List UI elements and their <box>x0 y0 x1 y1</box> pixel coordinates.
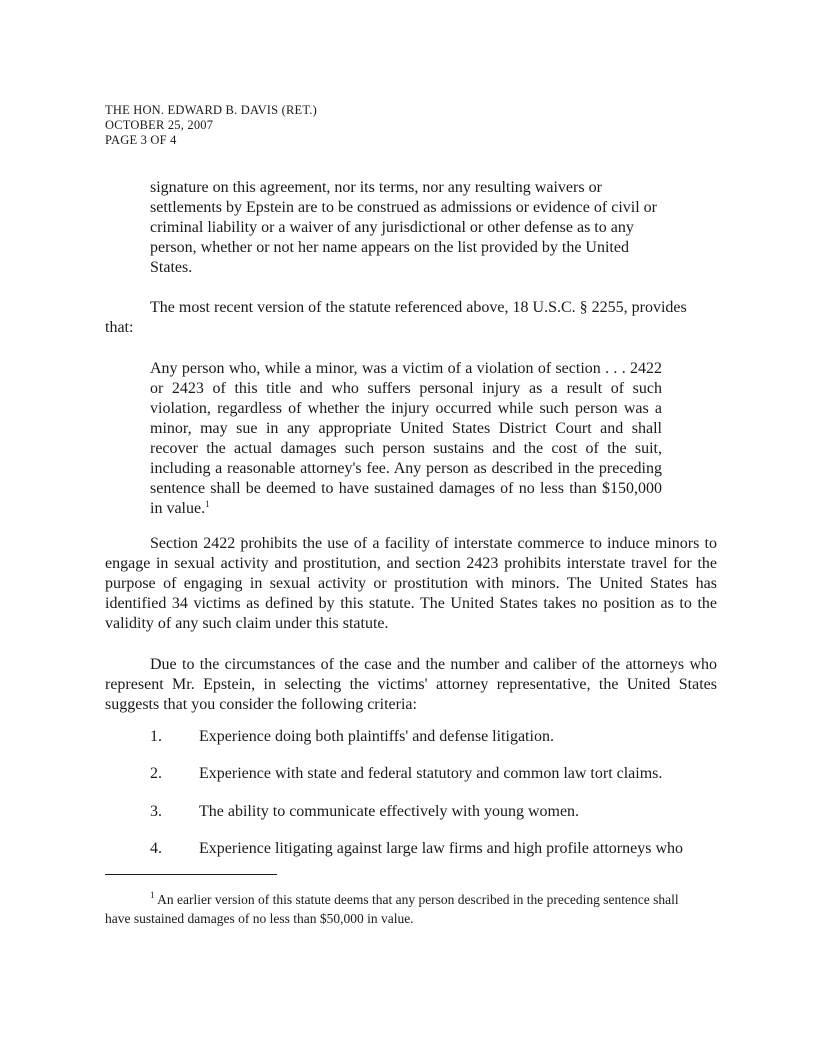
list-item-text: The ability to communicate effectively with young women. <box>199 803 580 820</box>
list-item-text: Experience with state and federal statutory and common law tort claims. <box>199 765 663 782</box>
list-item-number: 2. <box>150 765 162 782</box>
footnote-text: An earlier version of this statute deems that any person described in the preceding sentence shall have sustained damages of no less than $50,000 in value. <box>105 892 679 926</box>
list-item-number: 4. <box>150 840 162 857</box>
list-item <box>150 839 683 859</box>
list-item-text: Experience litigating against large law firms and high profile attorneys who <box>199 840 684 857</box>
statute-intro-paragraph <box>105 298 715 338</box>
list-item-text: Experience doing both plaintiffs' and defense litigation. <box>199 728 554 745</box>
footnote-reference: 1 <box>205 499 210 509</box>
letterhead <box>105 103 317 148</box>
list-item-number: 3. <box>150 803 162 820</box>
criteria-intro-text: Due to the circumstances of the case and the number and caliber of the attorneys who represent Mr. Epstein, in selecting the victims' attorney representative, the United States suggests that you consider the following criteria: <box>105 656 717 713</box>
statute-quote-text: Any person who, while a minor, was a victim of a violation of section . . . 2422 or 2423 of this title and who suffers personal injury as a result of such violation, regardless of whether the injury occurred while such person was a minor, may sue in any appropriate United States District Court and shall recover the actual damages such person sustains and the cost of the suit, including a reasonable attorney's fee. Any person as described in the preceding sentence shall be deemed to have sustained damages of no less than $150,000 in value. <box>150 360 662 517</box>
criteria-intro-paragraph <box>105 655 717 715</box>
section-2422-text: Section 2422 prohibits the use of a facility of interstate commerce to induce minors to engage in sexual activity and prostitution, and section 2423 prohibits interstate travel for the purpose of engaging in sexual activity or prostitution with minors. The United States has identified 34 victims as defined by this statute. The United States takes no position as to the validity of any such claim under this statute. <box>105 535 717 632</box>
footnote-marker: 1 <box>150 890 155 900</box>
list-item <box>150 764 662 784</box>
statute-intro-text: The most recent version of the statute referenced above, 18 U.S.C. § 2255, provides that: <box>105 299 687 336</box>
date-line: OCTOBER 25, 2007 <box>105 118 214 132</box>
page-number-line: PAGE 3 OF 4 <box>105 133 177 147</box>
list-item <box>150 727 554 747</box>
quote-continuation: signature on this agreement, nor its terms, nor any resulting waivers or settlements by Epstein are to be construed as admissions or evidence of civil or criminal liability or a waiver of any jurisdictional or other defense as to any person, whether or not her name appears on the list provided by the United States. <box>150 179 657 276</box>
recipient-line: THE HON. EDWARD B. DAVIS (RET.) <box>105 103 317 117</box>
list-item <box>150 802 579 822</box>
footnote-divider <box>105 874 277 875</box>
footnote <box>105 890 695 928</box>
statute-quote <box>150 359 662 519</box>
list-item-number: 1. <box>150 728 162 745</box>
section-2422-paragraph <box>105 534 717 634</box>
